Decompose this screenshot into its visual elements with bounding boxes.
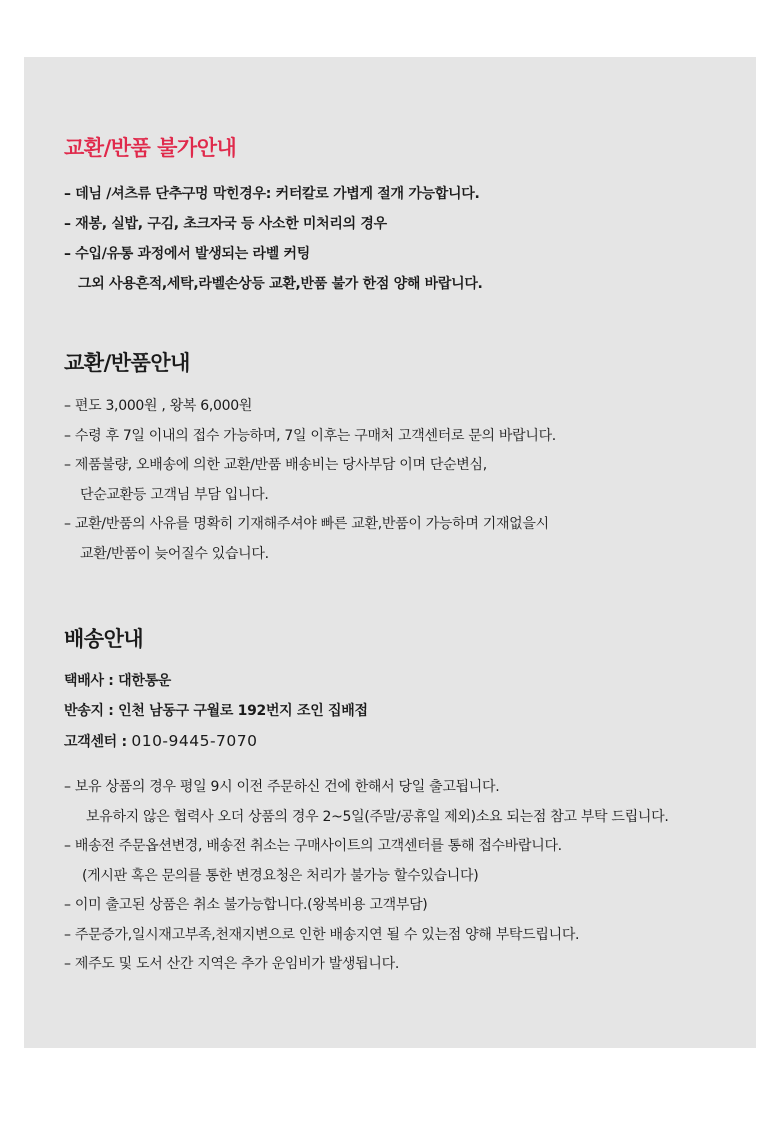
no-return-line: – 데님 /셔츠류 단추구멍 막힌경우: 커터칼로 가볍게 절개 가능합니다. [64,186,480,202]
shipping-note-line: – 보유 상품의 경우 평일 9시 이전 주문하신 건에 한해서 당일 출고됩니다. [64,779,500,795]
courier-row [64,666,734,696]
shipping-note-line: – 이미 출고된 상품은 취소 불가능합니다.(왕복비용 고객부담) [64,897,428,913]
shipping-note-line: – 주문증가,일시재고부족,천재지변으로 인한 배송지연 될 수 있는점 양해 부탁드립니다. [64,926,580,943]
return-address-value: 인천 남동구 구월로 192번지 조인 집배접 [118,703,368,719]
shipping-title: 배송안내 [64,627,144,651]
return-info-line: 교환/반품이 늦어질수 있습니다. [80,545,269,562]
return-info-section [64,347,734,569]
customer-center-phone: 010-9445-7070 [131,732,258,750]
info-panel [24,57,756,1048]
shipping-note-line: (게시판 혹은 문의를 통한 변경요청은 처리가 불가능 할수있습니다) [82,867,479,884]
return-info-title: 교환/반품안내 [64,351,190,375]
return-address-row [64,696,734,726]
return-info-line: – 수령 후 7일 이내의 접수 가능하며, 7일 이후는 구매처 고객센터로 문의 바랍니다. [64,427,556,444]
shipping-notes-section [64,773,734,980]
shipping-section [64,623,734,756]
shipping-note-line: 보유하지 않은 협력사 오더 상품의 경우 2~5일(주말/공휴일 제외)소요 되는점 참고 부탁 드립니다. [86,808,669,825]
customer-center-label: 고객센터 : [64,734,132,750]
no-return-section [64,132,734,299]
shipping-note-line: – 배송전 주문옵션변경, 배송전 취소는 구매사이트의 고객센터를 통해 접수바랍니다. [64,838,562,854]
return-info-line: – 교환/반품의 사유를 명확히 기재해주셔야 빠른 교환,반품이 가능하며 기재없을시 [64,516,549,532]
no-return-title: 교환/반품 불가안내 [64,136,237,160]
courier-value: 대한통운 [118,673,172,689]
customer-center-row [64,726,734,756]
no-return-line: 그외 사용흔적,세탁,라벨손상등 교환,반품 불가 한점 양해 바랍니다. [78,276,483,292]
no-return-line: – 수입/유통 과정에서 발생되는 라벨 커팅 [64,246,310,262]
return-info-line: – 편도 3,000원 , 왕복 6,000원 [64,398,253,414]
return-address-label: 반송지 : [64,703,119,719]
courier-label: 택배사 : [64,673,119,689]
shipping-note-line: – 제주도 및 도서 산간 지역은 추가 운임비가 발생됩니다. [64,956,399,972]
return-info-line: 단순교환등 고객님 부담 입니다. [80,486,269,503]
return-info-line: – 제품불량, 오배송에 의한 교환/반품 배송비는 당사부담 이며 단순변심, [64,457,487,473]
no-return-line: – 재봉, 실밥, 구김, 초크자국 등 사소한 미처리의 경우 [64,216,387,232]
